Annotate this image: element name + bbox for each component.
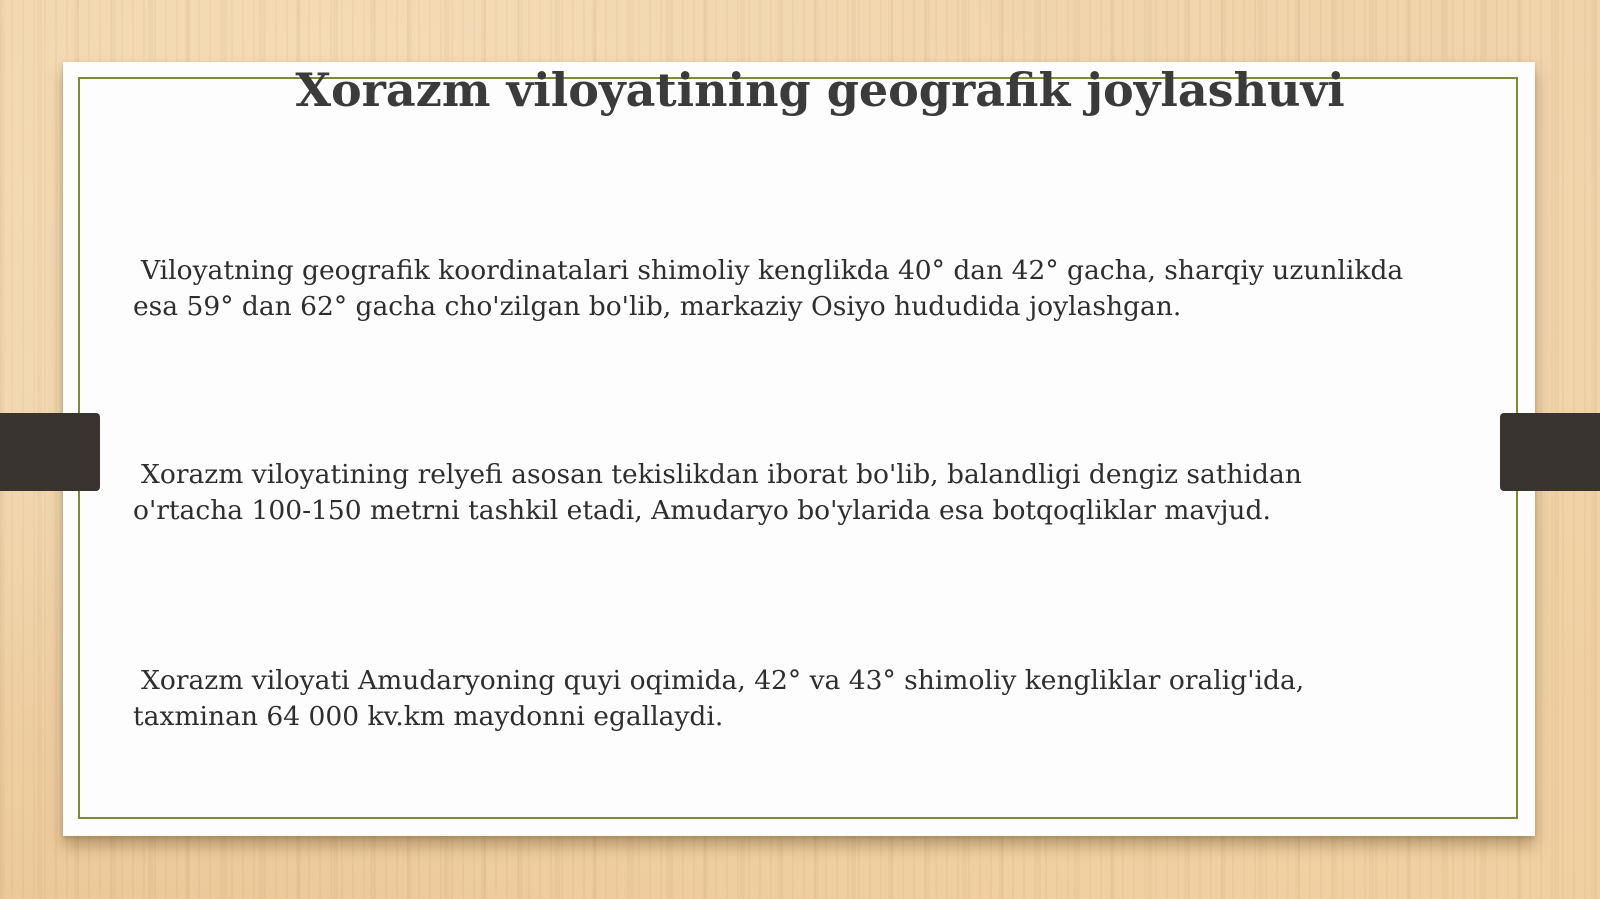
paragraph-area	[133, 663, 1493, 735]
paragraph-line: esa 59° dan 62° gacha cho'zilgan bo'lib, markaziy Osiyo hududida joylashgan.	[133, 291, 1182, 322]
paragraph-line: o'rtacha 100-150 metrni tashkil etadi, Amudaryo bo'ylarida esa botqoqliklar mavjud.	[133, 495, 1271, 526]
paragraph-coordinates	[133, 253, 1493, 325]
paragraph-relief	[133, 457, 1493, 529]
paragraph-line: Xorazm viloyatining relyefi asosan tekislikdan iborat bo'lib, balandligi dengiz sathidan	[141, 459, 1302, 490]
paragraph-line: taxminan 64 000 kv.km maydonni egallaydi.	[133, 701, 724, 732]
right-binder-clip	[1500, 413, 1600, 491]
slide-title: Xorazm viloyatining geografik joylashuvi	[295, 63, 1345, 117]
paragraph-line: Xorazm viloyati Amudaryoning quyi oqimida, 42° va 43° shimoliy kengliklar oralig'ida,	[141, 665, 1305, 696]
paragraph-line: Viloyatning geografik koordinatalari shimoliy kenglikda 40° dan 42° gacha, sharqiy uzunlikda	[141, 255, 1404, 286]
left-binder-clip	[0, 413, 100, 491]
